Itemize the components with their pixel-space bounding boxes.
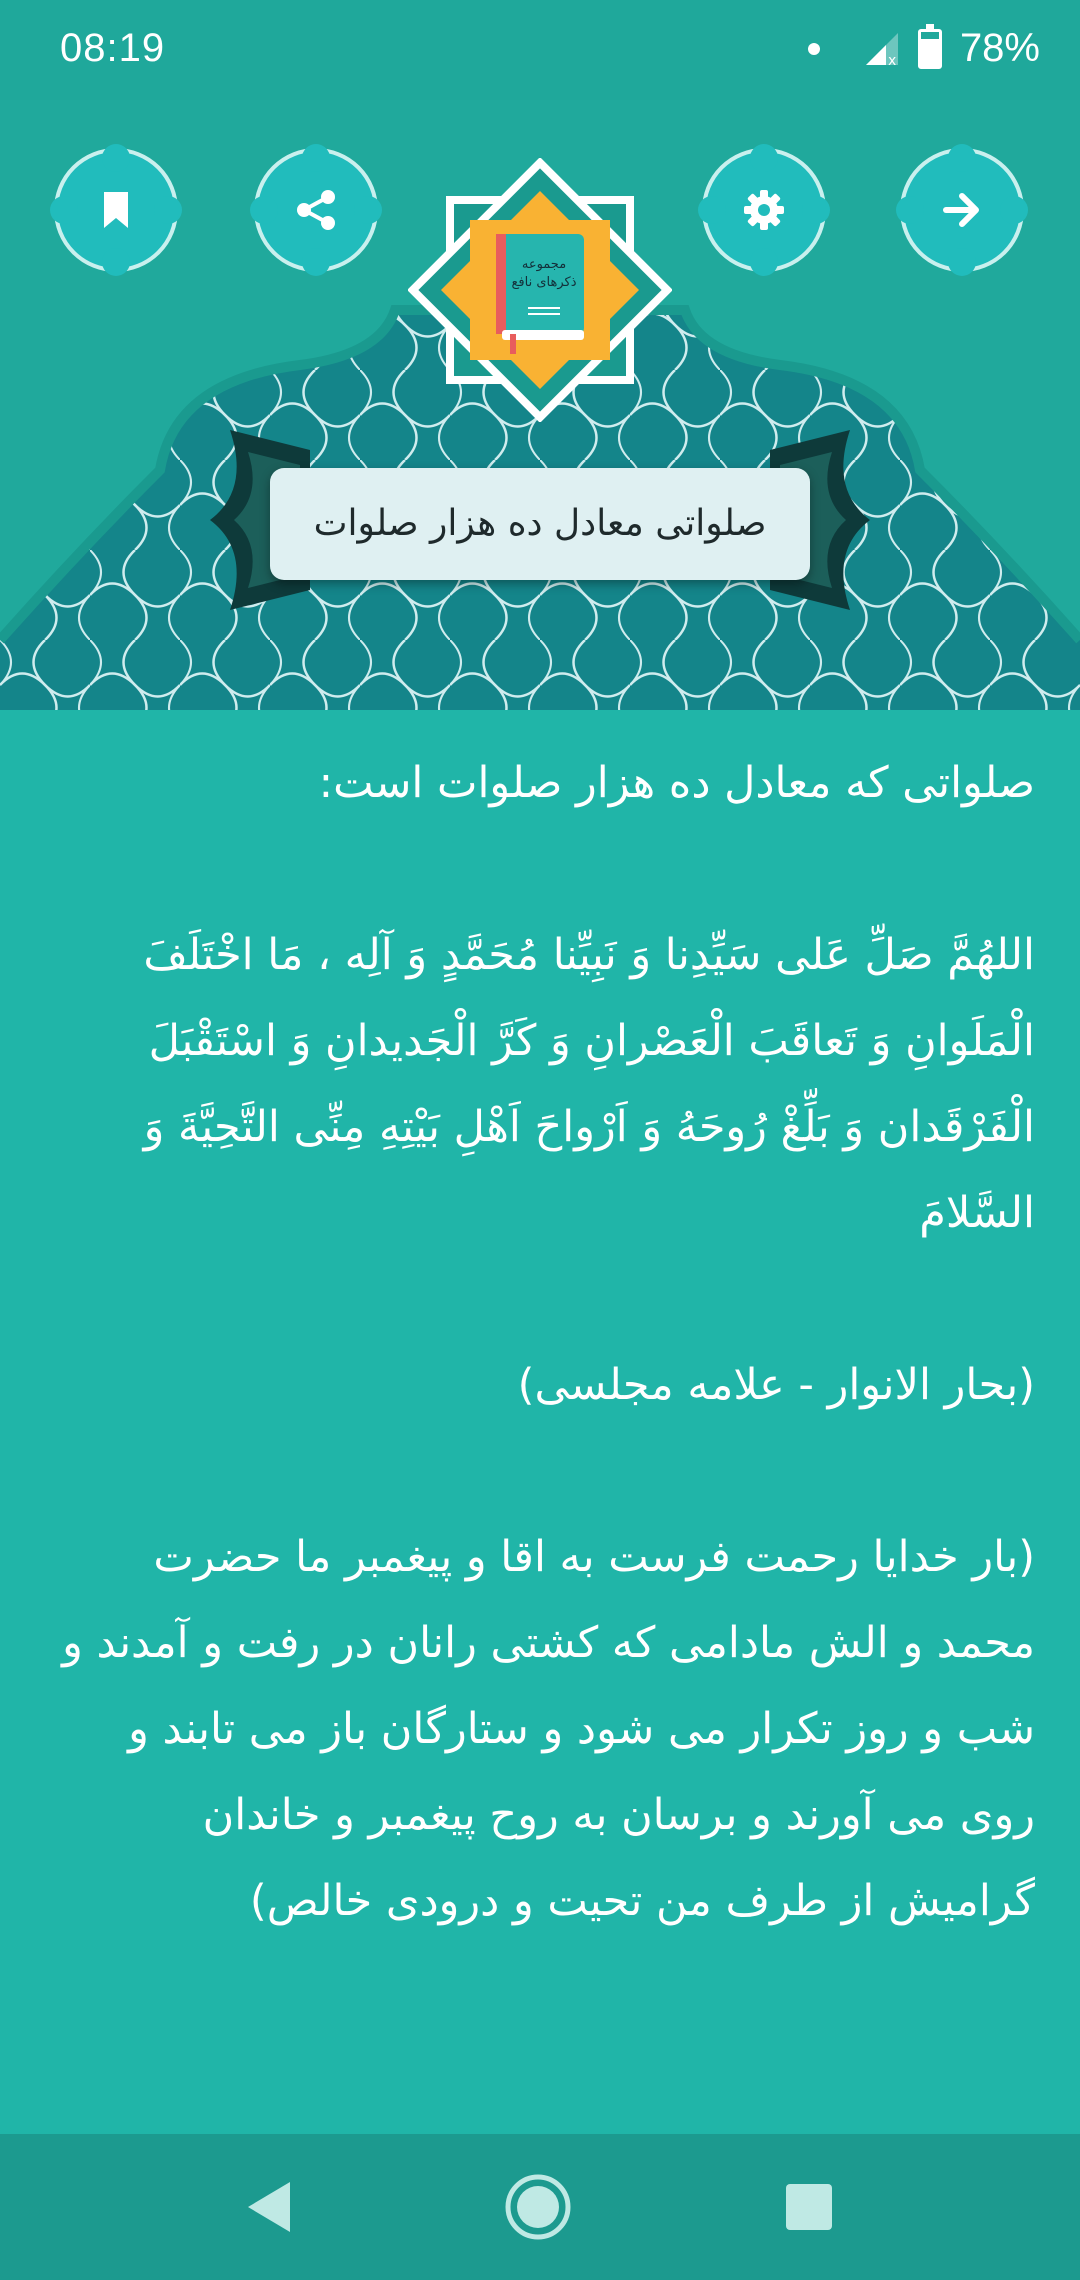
title-banner <box>210 430 870 590</box>
battery-percent: 78% <box>959 26 1040 70</box>
back-button[interactable] <box>892 140 1032 280</box>
arrow-right-icon <box>940 188 984 232</box>
share-button[interactable] <box>246 140 386 280</box>
nav-back-icon[interactable] <box>236 2172 306 2242</box>
battery-icon <box>918 29 942 69</box>
page-title: صلواتی معادل ده هزار صلوات <box>313 503 767 544</box>
signal-icon <box>864 31 900 67</box>
spacer <box>60 1428 1035 1514</box>
salawat-arabic-text: اللهُمَّ صَلِّ عَلی سَیِّدِنا وَ نَبِیِّنا مُحَمَّدٍ وَ آلِه ، مَا اخْتَلَفَ الْمَلَوانِ وَ تَعاقَبَ الْعَصْرانِ وَ کَرَّ الْجَدیدانِ وَ اسْتَقْبَلَ الْفَرْقَدان وَ بَلِّغْ رُوحَهُ وَ اَرْواحَ اَهْلِ بَیْتِهِ مِنِّی التَّحِیَّةَ وَ السَّلامَ <box>143 930 1035 1238</box>
status-icons <box>808 26 1040 71</box>
status-time: 08:19 <box>60 26 166 70</box>
share-icon <box>294 188 338 232</box>
settings-button[interactable] <box>694 140 834 280</box>
bookmark-button[interactable] <box>46 140 186 280</box>
navigation-bar <box>0 2134 1080 2280</box>
svg-text:x: x <box>887 52 897 67</box>
notification-dot-icon <box>808 43 820 55</box>
bookmark-icon <box>94 188 138 232</box>
spacer <box>60 1256 1035 1342</box>
app-emblem-logo <box>408 158 672 422</box>
svg-text:مجموعه: مجموعه <box>521 257 567 272</box>
svg-text:ذکرهای نافع: ذکرهای نافع <box>511 275 577 290</box>
source-reference: (بحار الانوار - علامه مجلسی) <box>517 1360 1035 1410</box>
nav-home-icon[interactable] <box>503 2172 573 2242</box>
gear-icon <box>742 188 786 232</box>
header <box>0 100 1080 710</box>
spacer <box>60 826 1035 912</box>
persian-translation: (بار خدایا رحمت فرست به اقا و پیغمبر ما حضرت محمد و الش مادامی که کشتی رانان در رفت و آمدند و شب و روز تکرار می شود و ستارگان باز می تابند و روی می آورند و برسان به روح پیغمبر و خاندان گرامیش از طرف من تحیت و درودی خالص) <box>62 1532 1035 1926</box>
intro-line: صلواتی که معادل ده هزار صلوات است: <box>318 758 1035 808</box>
nav-recents-icon[interactable] <box>774 2172 844 2242</box>
main-content <box>60 740 1035 1944</box>
status-bar <box>0 0 1080 100</box>
